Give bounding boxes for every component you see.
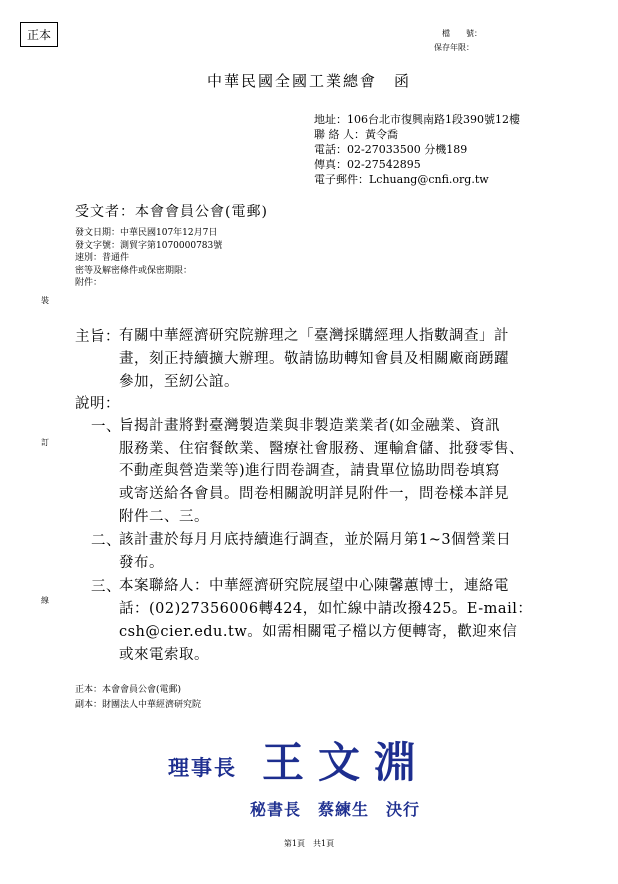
- original-recipient: 正本：本會會員公會(電郵): [75, 685, 182, 695]
- document-info: [75, 227, 222, 290]
- subject-body: [119, 325, 509, 394]
- binding-mark: 裝: [41, 296, 49, 305]
- chairman-title: 理事長: [168, 755, 237, 780]
- subject-label: 主旨：: [75, 329, 120, 345]
- original-stamp: 正本: [20, 22, 58, 47]
- item-line: csh@cier.edu.tw。如需相關電子檔以方便轉寄，歡迎來信: [119, 624, 518, 640]
- subject-line: 參加，至紉公誼。: [119, 374, 239, 390]
- staple-mark: 訂: [41, 438, 49, 447]
- recipient: 受文者：本會會員公會(電郵): [75, 204, 268, 220]
- item-line: 發布。: [119, 554, 164, 571]
- delivery-speed: 速別：普通件: [75, 253, 130, 263]
- contact-email: 電子郵件：Lchuang@cnfi.org.tw: [314, 173, 489, 186]
- explanation-item-1: [119, 415, 524, 529]
- document-title: 中華民國全國工業總會 函: [206, 72, 411, 90]
- item-line: 服務業、住宿餐飲業、醫療社會服務、運輸倉儲、批發零售、: [119, 440, 524, 457]
- secrecy-level: 密等及解密條件或保密期限：: [75, 265, 193, 276]
- item-line: 本案聯絡人：中華經濟研究院展望中心陳馨蕙博士，連絡電: [119, 578, 509, 594]
- item-line: 話：(02)27356006轉424，如忙線中請改撥425。E-mail：: [119, 601, 533, 617]
- contact-phone: 電話：02-27033500 分機189: [314, 143, 468, 156]
- explanation-label: 說明：: [75, 396, 120, 412]
- line-mark: 線: [41, 596, 49, 605]
- explanation-item-2: [119, 529, 511, 574]
- subject-line: 畫，刻正持續擴大辦理。敬請協助轉知會員及相關廠商踴躍: [119, 351, 509, 367]
- retention-label: 保存年限：: [434, 43, 474, 52]
- item-line: 或寄送給各會員。問卷相關說明詳見附件一，問卷樣本詳見: [119, 486, 509, 503]
- attachment-list: 附件：: [75, 278, 103, 288]
- copy-recipient: 副本：財團法人中華經濟研究院: [75, 700, 202, 710]
- distribution-list: [75, 683, 201, 713]
- issue-date: 發文日期：中華民國107年12月7日: [75, 228, 218, 238]
- contact-fax: 傳真：02-27542895: [314, 158, 421, 171]
- contact-block: [314, 112, 520, 187]
- secretary-approval: 秘書長 蔡練生 決行: [250, 800, 421, 819]
- subject-line: 有關中華經濟研究院辦理之「臺灣採購經理人指數調查」計: [119, 328, 509, 344]
- item-number: 三、: [91, 579, 121, 595]
- item-number: 二、: [91, 533, 121, 549]
- item-number: 一、: [91, 419, 121, 435]
- page-number: 第1頁 共1頁: [283, 839, 335, 848]
- file-number-label: 檔 號：: [442, 29, 482, 38]
- item-line: 旨揭計畫將對臺灣製造業與非製造業業者(如金融業、資訊: [119, 418, 501, 434]
- item-line: 該計畫於每月月底持續進行調查，並於隔月第1~3個營業日: [119, 532, 512, 548]
- chairman-signature: 王文淵: [262, 738, 431, 787]
- contact-person: 聯 絡 人：黃令喬: [314, 128, 398, 141]
- contact-address: 地址：106台北市復興南路1段390號12樓: [314, 113, 520, 126]
- item-line: 附件二、三。: [119, 508, 209, 525]
- item-line: 或來電索取。: [119, 647, 209, 663]
- item-line: 不動產與營造業等)進行問卷調查，請貴單位協助問卷填寫: [119, 463, 501, 480]
- explanation-item-3: [119, 575, 532, 667]
- document-number: 發文字號：測貿字第1070000783號: [75, 240, 223, 251]
